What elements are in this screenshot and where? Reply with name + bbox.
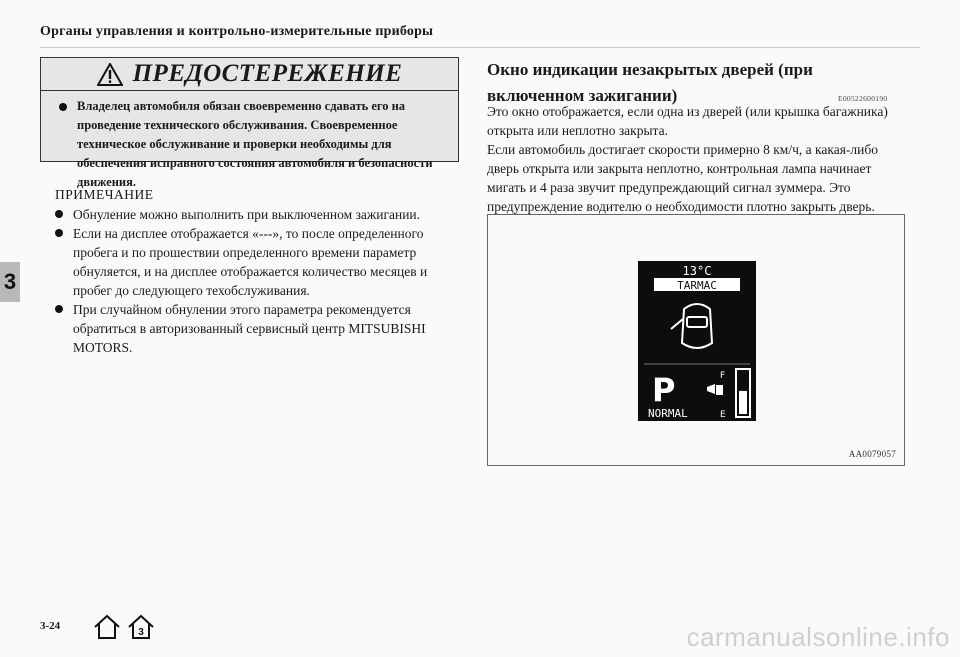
section-paragraph: Если автомобиль достигает скорости примерно 8 км/ч, а какая-либо дверь открыта или закрыта неплотно, контрольная лампа начинает мигать и 4 раза звучит предупреждающий сигнал зуммера. Это предупреждение водителю о необходимости плотно закрыть дверь. [487,142,878,214]
figure-box [487,214,905,466]
section-body [487,102,907,216]
warning-triangle-icon [97,63,123,86]
display-mode: TARMAC [677,279,717,292]
contents-icon-label: 3 [138,627,144,638]
chapter-tab[interactable]: 3 [0,262,20,302]
note-item [55,224,455,300]
watermark: carmanualsonline.info [686,622,950,652]
display-temperature: 13°C [682,264,712,278]
warning-text: Владелец автомобиля обязан своевременно сдавать его на проведение технического обслуживания. Своевременное техническое обслуживание и проверки необходимы для обеспечения исправного состояния автомобиля и безопасности движения. [77,99,433,189]
section-paragraph: Это окно отображается, если одна из дверей (или крышка багажника) открыта или неплотно закрыта. [487,104,888,138]
fuel-gauge-fill [739,391,747,414]
fuel-pump-icon [707,384,723,395]
contents-icon[interactable] [126,613,156,641]
note-item-text: Обнуление можно выполнить при выключенном зажигании. [73,207,421,222]
display-drive-mode: NORMAL [648,407,688,420]
bullet-icon [55,210,63,218]
note-block [55,185,455,357]
bullet-icon [55,229,63,237]
bullet-icon [55,305,63,313]
fuel-empty-label: E [720,410,726,420]
home-icon[interactable] [92,613,122,641]
warning-box [40,57,459,189]
note-item [55,300,455,357]
page-header-title: Органы управления и контрольно-измерительные приборы [40,24,434,39]
section-code: E00522600190 [838,94,888,103]
figure-caption: AA0079057 [848,449,896,459]
warning-title: ПРЕДОСТЕРЕЖЕНИЕ [132,60,403,87]
page-number: 3-24 [40,620,61,632]
car-top-view-icon [671,304,712,348]
warning-header [41,58,458,91]
header-divider [40,47,920,48]
bullet-icon [59,103,67,111]
note-item-text: При случайном обнулении этого параметра рекомендуется обратиться в авторизованный сервисный центр MITSUBISHI MOTORS. [73,302,426,355]
note-item [55,205,455,224]
footer-nav [92,613,156,641]
display-gear: P [652,371,676,409]
note-item-text: Если на дисплее отображается «---», то после определенного пробега и по прошествии определенного времени параметр обнуляется, и на дисплее отображается количество месяцев и пробег до следующего техобслуживания. [73,226,428,298]
warning-item [41,91,458,192]
note-title: ПРИМЕЧАНИЕ [55,187,154,202]
multi-info-display [638,261,756,421]
section-title: Окно индикации незакрытых дверей (при включенном зажигании) [487,60,813,105]
fuel-full-label: F [720,371,726,381]
